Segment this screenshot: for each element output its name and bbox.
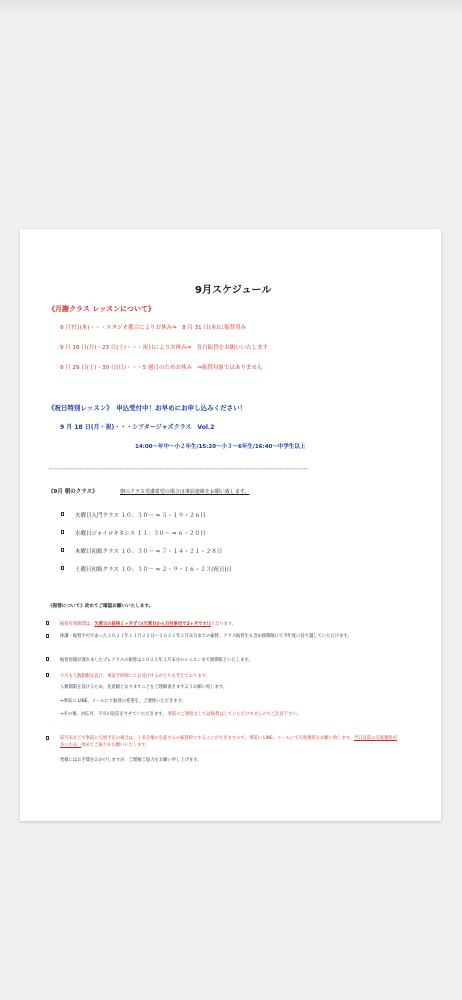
square-bullet-icon bbox=[61, 548, 64, 552]
furikae-carryover: 休講・振替不可であった２０２１年１１月２２日〜２０２２年２月末分までの振替、クラス振替生も含め無期限にて今年度に持ち越していただけます。 bbox=[60, 634, 352, 639]
holiday-class-line: 9 月 18 日(月・祝)・・・シアタージャズクラス Vol.2 bbox=[60, 424, 215, 431]
furikae-period-highlight: 欠席日の前後２ヶ月ずつ(欠席日から日付単位で2ヶ月です!) bbox=[94, 622, 211, 627]
square-bullet-icon bbox=[61, 566, 64, 570]
morning-class-item: 火曜日入門クラス １０：３０〜 ⇒ ５・１９・２６日 bbox=[75, 513, 206, 519]
square-bullet-icon bbox=[61, 512, 64, 516]
square-bullet-icon bbox=[46, 736, 49, 740]
square-bullet-icon bbox=[46, 634, 49, 638]
morning-class-item: 土曜日初級クラス １０：３０〜 ⇒ ２・９・１６・２３(祝日)日 bbox=[75, 567, 232, 573]
getsurei-line: 9 月7日(木)・・・スタジオ都合によりお休み⇒ 8 月 31 日(木)に振替済み bbox=[60, 325, 247, 331]
morning-note: 朝のクラス受講希望の場合は事前連絡をお願い致します。 bbox=[120, 489, 250, 495]
getsurei-heading: 《月謝クラス レッスンについて》 bbox=[48, 305, 156, 313]
square-bullet-icon bbox=[46, 673, 49, 677]
page-title: 9月スケジュール bbox=[195, 285, 272, 296]
furikae-warning: 事前のご連絡なしでは振替はしていただけませんのでご注意下さい。 bbox=[167, 712, 301, 717]
furikae-contact: ⇒事前に LINE、メールにて振替の希望を、ご連絡いただきます。 bbox=[60, 699, 186, 704]
morning-class-item: 木曜日初級クラス １０：３０〜 ⇒ ７・１４・２１・２８日 bbox=[75, 549, 223, 555]
furikae-limit: ９月も人数制限を設け、事前予約制にてお受けするかたちを考えております。 bbox=[60, 674, 210, 679]
furikae-limit-note: 人数制限を設けるため、先着順となりますことをご理解頂きますようお願い致します。 bbox=[60, 685, 228, 690]
holiday-times-line: 14:00〜年中〜小２年生/15:20〜小３〜6年生/16:40〜中学生以上 bbox=[135, 444, 306, 450]
getsurei-line: 9 月 18 日(月)・23 日(土)・・・祝日によりお休み⇒ 各自振替をお願いいたします bbox=[60, 345, 269, 351]
document-page bbox=[20, 229, 441, 821]
getsurei-line: 9 月 29 日(土)・30 日(日)・・・5 週目のためお休み ⇒振替対象ではありません bbox=[60, 365, 263, 371]
furikae-pre-class: 振替再開が遅れましたプレクラスの振替は２０２２年３月末分のレッスンまで無期限といたします。 bbox=[60, 658, 253, 663]
square-bullet-icon bbox=[46, 621, 49, 625]
top-status-band bbox=[0, 0, 462, 14]
square-bullet-icon bbox=[46, 657, 49, 661]
furikae-absence: 前月末などで事前に欠席予定の場合は、１名分他の生徒さんの振替枠にすることができますので、事前に LINE、メールにて欠席連絡をお願い致します。当日直前の欠席連絡が多いため、改めてご協力をお願いいたします。 bbox=[60, 736, 397, 748]
furikae-closing: 皆様にはお手間をおかけしますが、ご理解ご協力をお願い申し上げます。 bbox=[60, 758, 202, 763]
furikae-period: 振替有効期間は、欠席日の前後２ヶ月ずつ(欠席日から日付単位で2ヶ月です!)となります。 bbox=[60, 622, 237, 627]
morning-heading: 《9月 朝のクラス》 bbox=[48, 489, 98, 495]
square-bullet-icon bbox=[61, 530, 64, 534]
furikae-heading: 《振替について》改めてご確認お願いいたします。 bbox=[48, 604, 154, 609]
wave-divider: 〜〜〜〜〜〜〜〜〜〜〜〜〜〜〜〜〜〜〜〜〜〜〜〜〜〜〜〜〜〜〜〜〜〜〜〜〜〜〜〜〜〜〜〜〜〜〜〜〜〜〜〜 bbox=[48, 467, 309, 473]
holiday-heading: 《祝日特別レッスン》 申込受付中！お早めにお申し込みください！ bbox=[48, 404, 247, 412]
furikae-reply: ⇒その後、対応可、不可の返信をさせていただきます。 事前のご連絡なしでは振替はしていただけませんのでご注意下さい。 bbox=[60, 712, 301, 717]
morning-class-item: 水曜日ジャイロキネシス １１：３０〜 ⇒ ６・２０日 bbox=[75, 531, 206, 537]
